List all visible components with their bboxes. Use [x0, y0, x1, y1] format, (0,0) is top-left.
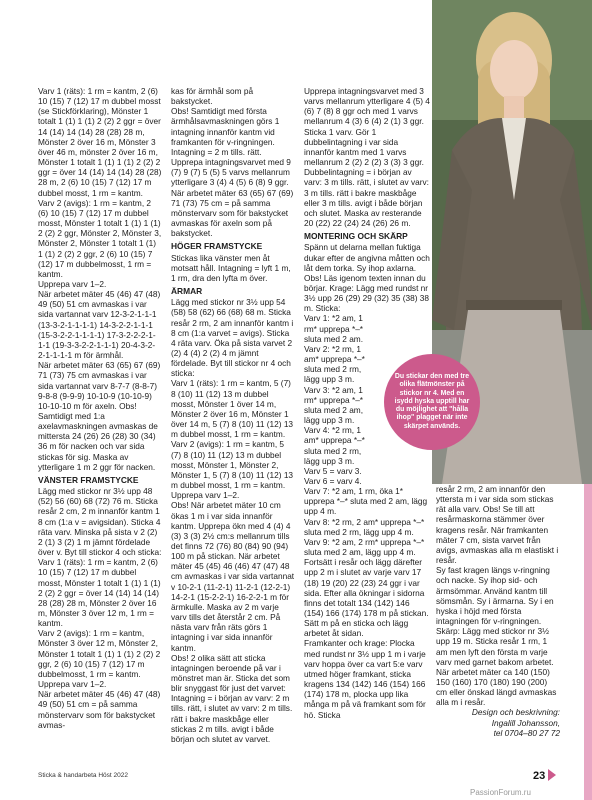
right-front-text: Stickas lika vänster men åt motsatt håll. Intagning = lyft 1 m, 1 rm, dra den lyfta m över.: [171, 252, 291, 283]
section-heading-assembly: MONTERING OCH SKÄRP: [304, 231, 408, 242]
callout-text: Du stickar den med tre olika flätmönster på stickor nr 4. Med en isydd hyska upptill har du möjlighet att "hålla ihop" plagget när inte skärpet används.: [394, 373, 470, 430]
front-bands-text: Framkanter och krage: Plocka med rundst nr 3½ upp 1 m i varje varv hoppa över ca vart 5:e varv utmed höger framkant, sticka kragens 134 (142) 146 (154) 166 (174) 178 m, plocka upp lika många m på vä framkant som för hö. Sticka: [304, 638, 426, 720]
left-front-armhole: När arbetet mäter 45 (46) 47 (48) 49 (50) 51 cm = på samma mönstervarv som för bakstycket avmas-: [38, 689, 161, 730]
collar-continue: Fortsätt i resår och lägg därefter upp 2 m i slutet av varje varv 17 (18) 19 (20) 22 (23) 24 ggr i var sida. Efter alla ökningar i sidorna finns det totalt 134 (142) 146 (154) 166 (174) 178 m på stickan. Sätt m på en sticka och lägg arbetet åt sidan.: [304, 557, 429, 639]
designer-phone: tel 0704–80 27 72: [493, 727, 560, 738]
sleeve-cap-text: Upprepa intagningsvarvet med 3 varvs mellanrum ytterligare 4 (5) 4 (6) 7 (8) 8 ggr och med 1 varvs mellanrum 4 (3) 6 (4) 2 (1) 3 ggr. Sticka 1 varv. Gör 1 dubbelintagning i var sida innanför kantm med 1 varvs mellanrum 2 (2) 2 (2) 3 (3) 3 ggr. Dubbelintagning = i början av varv: 3 m tills. rätt, i slutet av varv: 3 m tills. rätt i bakre maskbåge eller 3 m tills. avigt i både början och slutet. Maska av resterande 20 (22) 22 (24) 24 (26) 26 m.: [304, 86, 430, 229]
sleeve-repeat: Upprepa varv 1–2.: [171, 490, 240, 501]
left-front-repeat: Upprepa varv 1–2.: [38, 679, 107, 690]
sleeve-cast-on: Lägg med stickor nr 3½ upp 54 (58) 58 (62) 66 (68) 68 m. Sticka resår 2 rm, 2 am innanför kantm i 8 cm (1:a varvet = avigs). Sticka 4 räta varv. Öka på sista varvet 2 (2) 4 (4) 2 (2) 4 m jämnt fördelade. Byt till stickor nr 4 och sticka:: [171, 297, 294, 379]
column-1: [38, 86, 162, 762]
column-4: [436, 484, 560, 764]
vneck-decrease: Obs! Samtidigt med första ärmhålsavmaskningen görs 1 intagning innanför kantm vid framkanten för v-ringningen. Intagning = 2 m tills. rätt. Upprepa intagningsvarvet med 9 (7) 9 (7) 5 (5) 5 varvs mellanrum ytterligare 3 (4) 4 (5) 6 (8) 9 ggr.: [171, 106, 291, 188]
back-row1-text: Varv 1 (räts): 1 rm = kantm, 2 (6) 10 (15) 7 (12) 17 m dubbel mosst (se Stickförklaring), Mönster 1 totalt 1 (1) 1 (1) 2 (2) 2 ggr = över 14 (14) 14 (14) 28 (28) 28 m, Mönster 2 över 16 m, Mönster 3 över 46 m, mönster 2 över 16 m, Mönster 1 totalt 1 (1) 1 (1) 2 (2) 2 ggr = över 14 (14) 14 (14) 28 (28) 28 m, 2 (6) 10 (15) 7 (12) 17 m dubbel mosst, 1 rm = kantm.: [38, 86, 162, 198]
magazine-footer: Sticka & handarbeta Höst 2022: [38, 772, 128, 779]
collar-row9: Varv 9: *2 am, 2 rm* upprepa *–* sluta med 2 am, lägg upp 4 m.: [304, 536, 425, 558]
section-heading-left-front: VÄNSTER FRAMSTYCKE: [38, 474, 139, 485]
back-repeat-text: Upprepa varv 1–2.: [38, 278, 107, 289]
collar-row7: Varv 7: *2 am, 1 rm, öka 1* upprepa *–* sluta med 2 am, lägg upp 4 m.: [304, 486, 428, 517]
armhole-cont: kas för ärmhål som på bakstycket.: [171, 86, 254, 107]
info-callout-circle: [384, 354, 480, 450]
shoulder-text: När arbetet mäter 63 (65) 67 (69) 71 (73) 75 cm avmaskas i var sida vartannat varv 8-7-7 (8-8-7) 9-8-8 (9-9-9) 10-10-9 (10-10-9) 10-10-10 m för axeln. Obs! Samtidigt med 1:a axelavmaskningen avmaskas de mittersta 24 (26) 26 (28) 30 (34) 36 m för nacken och var sida stickas för sig. Maska av ytterligare 1 m 2 ggr för nacken.: [38, 360, 161, 472]
designer-name: Ingalill Johansson,: [491, 717, 560, 728]
column-2: [171, 86, 295, 762]
sleeve-decrease-note: Obs! 2 olika sätt att sticka intagningen beroende på var i mönstret man är. Sticka det som blir snyggast för just det varvet: Intagning = i början av varv: 2 m tills. rätt, i slutet av varv: 2 m tills. rätt i bakre maskbåge eller stickas 2 m tills. avigt i både början och slutet av varvet.: [171, 652, 293, 744]
section-heading-right-front: HÖGER FRAMSTYCKE: [171, 241, 263, 252]
sleeve-row2: Varv 2 (avigs): 1 rm = kantm, 5 (7) 8 (10) 11 (12) 13 m dubbel mosst, Mönster 1, Mönster 2, Mönster 1, 5 (7) 8 (10) 11 (12) 13 m dubbel mosst, 1 rm = kantm.: [171, 439, 294, 491]
section-heading-sleeves: ÄRMAR: [171, 286, 203, 297]
collar-row3: Varv 3: *2 am, 1 rm* upprepa *–* sluta med 2 am, lägg upp 3 m.: [304, 384, 364, 426]
arrow-right-icon: [548, 769, 556, 781]
page-number: 23: [533, 770, 546, 782]
designer-credit: Design och beskrivning:: [471, 707, 560, 718]
collar-row4: Varv 4: *2 rm, 1 am* upprepa *–* sluta med 2 rm, lägg upp 3 m.: [304, 425, 365, 466]
collar-row6: Varv 6 = varv 4.: [304, 475, 362, 486]
sewing-text: Sy fast kragen längs v-ringning och nacke. Sy ihop sid- och ärmsömmar. Använd kantm till sömsmån. Sy i ärmarna. Sy i en hyska i höjd med första intagningen för v-ringningen.: [436, 565, 554, 627]
belt-text: Skärp: Lägg med stickor nr 3½ upp 19 m. Sticka resår 1 rm, 1 am men lyft den första m varje varv med garnet bakom arbetet. När arbetet mäter ca 140 (150) 150 (160) 170 (180) 190 (200) cm eller önskad längd avmaskas alla m i resår.: [436, 626, 557, 708]
sleeve-increase: Obs! När arbetet mäter 10 cm ökas 1 m i var sida innanför kantm. Upprepa ökn med 4 (4) 4 (3) 3 (3) 2½ cm:s mellanrum tills det finns 72 (76) 80 (84) 90 (94) 100 m på stickan. När arbetet mäter 45 (45) 46 (46) 47 (47) 48 cm avmaskas i var sida vartannat v 10-2-1 (11-2-1) 11-2-1 (12-2-1) 14-2-1 (15-2-2-1) 16-2-2-1 m för ärmkulle. Maska av 2 m varje varv tills det återstår 2 cm. På nästa varv från räts görs 1 intagning i var sida innanför kantm.: [171, 500, 295, 653]
back-row2-text: Varv 2 (avigs): 1 rm = kantm, 2 (6) 10 (15) 7 (12) 17 m dubbel mosst, Mönster 1 totalt 1 (1) 1 (1) 2 (2) 2 ggr, Mönster 2, Mönster 3, Mönster 2, Mönster 1 totalt 1 (1) 1 (1) 2 (2) 2 ggr, 2 (6) 10 (15) 7 (12) 17 m dubbelmosst, 1 rm = kantm.: [38, 197, 162, 279]
assembly-text: Spänn ut delarna mellan fuktiga dukar efter de angivna måtten och låt dem torka. Sy ihop axlarna. Obs! Läs igenom texten innan du börjar. Krage: Lägg med rundst nr 3½ upp 26 (29) 29 (32) 35 (38) 38 m. Sticka:: [304, 242, 430, 314]
armhole-text: När arbetet mäter 45 (46) 47 (48) 49 (50) 51 cm avmaskas i var sida vartannat varv 12-3-2-1-1-1 (13-3-2-1-1-1-1) 14-3-2-2-1-1-1 (15-3-2-2-1-1-1-1) 17-3-2-2-2-1-1-1 (19-3-3-2-2-1-1-1) 20-4-3-2-2-1-1-1-1 m för ärmhål.: [38, 289, 161, 361]
left-front-row1: Varv 1 (räts): 1 rm = kantm, 2 (6) 10 (15) 7 (12) 17 m dubbel mosst, Mönster 1 totalt 1 (1) 1 (1) 2 (2) 2 ggr = över 14 (14) 14 (14) 28 (28) 28 m, Mönster 2 över 16 m, Mönster 3 över 12 m, 1 rm = kantm.: [38, 557, 161, 629]
collar-row2: Varv 2: *2 rm, 1 am* upprepa *–* sluta med 2 rm, lägg upp 3 m.: [304, 343, 365, 385]
sleeve-row1: Varv 1 (räts): 1 rm = kantm, 5 (7) 8 (10) 11 (12) 13 m dubbel mosst, Mönster 1 över 14 m, Mönster 2 över 16 m, Mönster 1 över 14 m, 5 (7) 8 (10) 11 (12) 13 m dubbel mosst, 1 rm = kantm.: [171, 378, 294, 440]
front-shoulder: När arbetet mäter 63 (65) 67 (69) 71 (73) 75 cm = på samma mönstervarv som för bakstycket avmaskas för axeln som på bakstycket.: [171, 187, 294, 239]
left-front-row2: Varv 2 (avigs): 1 rm = kantm, Mönster 3 över 12 m, Mönster 2, Mönster 1 totalt 1 (1) 1 (1) 2 (2) 2 ggr, 2 (6) 10 (15) 7 (12) 17 m dubbelmosst, 1 rm = kantm.: [38, 628, 161, 679]
rib-finish-text: resår 2 rm, 2 am innanför den yttersta m i var sida som stickas rät alla varv. Obs! Se till att resårmaskorna stämmer över kragens resår. När framkanten mäter 7 cm, sista varvet från avigs, avmaskas alla m elastiskt i resår.: [436, 484, 559, 566]
collar-row1: Varv 1: *2 am, 1 rm* upprepa *–* sluta med 2 am.: [304, 313, 364, 344]
watermark: PassionForum.ru: [470, 788, 531, 797]
collar-row5: Varv 5 = varv 3.: [304, 465, 362, 476]
collar-row8: Varv 8: *2 rm, 2 am* upprepa *–* sluta med 2 rm, lägg upp 4 m.: [304, 516, 425, 537]
left-front-cast-on: Lägg med stickor nr 3½ upp 48 (52) 56 (60) 68 (72) 76 m. Sticka resår 2 cm, 2 m innanför kantm 1 8 cm (1:a v = avigsidan). Sticka 4 räta varv. Minska på sista v 2 (2) 2 (1) 3 (2) 1 m jämnt fördelade över v. Byt till stickor 4 och sticka:: [38, 486, 162, 558]
